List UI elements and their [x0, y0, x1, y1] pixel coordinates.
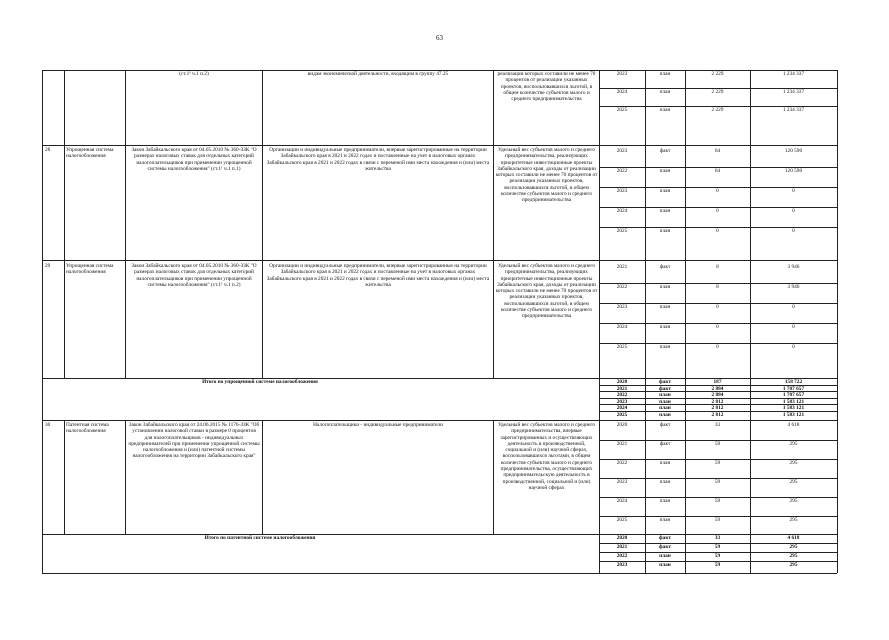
column-border — [125, 420, 126, 534]
type-cell: план — [659, 168, 671, 174]
type-cell: факт — [659, 535, 671, 541]
tax-system-cell: Упрощенная система налогообложения — [66, 147, 114, 160]
year-cell: 2021 — [616, 385, 628, 392]
row-number: 29 — [45, 263, 51, 269]
tax-system-cell: Патентная система налогообложения — [66, 422, 109, 435]
amount-cell: 1 583 121 — [782, 405, 805, 412]
amount-cell: 4 618 — [787, 535, 800, 541]
type-cell: план — [659, 208, 671, 214]
type-cell: план — [659, 517, 671, 523]
type-cell: план — [659, 304, 671, 310]
year-cell: 2025 — [616, 517, 628, 523]
year-cell: 2024 — [616, 405, 628, 412]
year-cell: 2023 — [616, 398, 628, 405]
type-cell: факт — [659, 264, 671, 270]
amount-cell: 1 707 657 — [782, 385, 805, 392]
type-cell: факт — [659, 385, 671, 392]
type-cell: план — [659, 460, 671, 466]
column-border — [125, 70, 126, 378]
column-border — [64, 70, 65, 378]
amount-cell: 1 234 337 — [782, 89, 805, 95]
amount-cell: 0 — [792, 324, 795, 330]
amount-cell: 295 — [789, 553, 798, 559]
amount-cell: 295 — [789, 562, 798, 568]
row-number: 30 — [45, 422, 51, 428]
type-cell: план — [659, 228, 671, 234]
row-divider — [42, 145, 837, 146]
count-cell: 59 — [714, 544, 721, 550]
amount-cell: 1 234 337 — [782, 107, 805, 113]
year-cell: 2024 — [616, 324, 628, 330]
count-cell: 2 229 — [711, 71, 724, 77]
type-cell: план — [659, 284, 671, 290]
year-cell: 2025 — [616, 228, 628, 234]
year-cell: 2023 — [616, 562, 628, 568]
amount-cell: 3 946 — [787, 264, 800, 270]
year-cell: 2022 — [616, 284, 628, 290]
law-cell: Закон Забайкальского края от 04.05.2010 № 360-ЗЗК "О размерах налоговых ставок для отдельных категорий налогоплательщиков при применении упрощенной системы налогообложения" (ст.1¹ ч.1 п.2) — [131, 263, 257, 288]
count-cell: 2 884 — [711, 392, 724, 399]
payers-cell: Организации и индивидуальные предприниматели, впервые зарегистрированные на территории Забайкальского края в 2021 и 2022 годах и поставленные на учет в налоговых органах Забайкальского края в 2021 и 2022 годах в связи с переменой ими места нахождения и (или) места жительства — [266, 263, 490, 288]
column-border — [262, 70, 263, 378]
year-cell: 2024 — [616, 89, 628, 95]
amount-cell: 295 — [789, 498, 798, 504]
type-cell: факт — [659, 441, 671, 447]
year-cell: 2022 — [616, 460, 628, 466]
type-cell: план — [659, 324, 671, 330]
amount-cell: 1 583 121 — [782, 398, 805, 405]
year-cell: 2023 — [616, 71, 628, 77]
amount-cell: 0 — [792, 188, 795, 194]
type-cell: план — [659, 398, 671, 405]
indicator-cell: Удельный вес субъектов малого и среднего предпринимательства, впервые зарегистрированных и осуществляющих деятельность в производственной, социальной и (или) научной сферах, воспользовавшихся льготами, в общем количестве субъектов малого и среднего предпринимательства, осуществляющих предпринимательскую деятельность в производственной, социальной и (или) научной сферах — [497, 422, 596, 491]
amount-cell: 295 — [789, 479, 798, 485]
indicator-cell: Удельный вес субъектов малого и среднего предпринимательства, реализующих приоритетные инвестиционные проекты Забайкальского края, доходы от реализации которых составили не менее 70 процентов от реализации указанных проектов, воспользовавшихся льготой, в общем количестве субъектов малого и среднего предпринимательства — [495, 263, 598, 320]
type-cell: план — [659, 562, 671, 568]
count-cell: 59 — [714, 562, 721, 568]
year-cell: 2022 — [616, 168, 628, 174]
type-cell: план — [659, 498, 671, 504]
column-border — [493, 70, 494, 378]
year-cell: 2022 — [616, 392, 628, 399]
type-cell: план — [659, 405, 671, 412]
law-cell: Закон Забайкальского края от 24.06.2015 № 1176-ЗЗК "Об установлении налоговой ставки в размере 0 процентов для налогоплательщиков - индивидуальных предпринимателей при применении упрощенной системы налогообложения и (или) патентной системы налогообложения на территории Забайкальского края" — [128, 422, 260, 460]
count-cell: 64 — [714, 148, 721, 154]
count-cell: 2 812 — [711, 405, 724, 412]
total-usn-label: Итого по упрощенной системе налогообложения — [202, 379, 318, 385]
count-cell: 0 — [716, 228, 719, 234]
indicator-cell: реализации которых составили не менее 70 процентов от реализации указанных проектов, воспользовавшихся льготой, в общем количестве субъектов малого и среднего предпринимательства — [497, 71, 596, 103]
count-cell: 2 812 — [711, 398, 724, 405]
count-cell: 59 — [714, 441, 721, 447]
amount-cell: 0 — [792, 344, 795, 350]
type-cell: план — [659, 412, 671, 418]
year-cell: 2024 — [616, 498, 628, 504]
table-bottom-border — [42, 573, 837, 574]
law-cell: (ст.1¹ ч.1 п.2) — [179, 71, 209, 77]
year-cell: 2025 — [616, 412, 628, 418]
count-cell: 59 — [714, 517, 721, 523]
year-cell: 2020 — [616, 379, 628, 385]
column-border — [262, 420, 263, 534]
amount-cell: 1 234 337 — [782, 71, 805, 77]
count-cell: 33 — [714, 535, 721, 541]
amount-cell: 295 — [789, 517, 798, 523]
count-cell: 64 — [714, 168, 721, 174]
amount-cell: 120 590 — [784, 168, 803, 174]
count-cell: 0 — [716, 344, 719, 350]
type-cell: факт — [659, 148, 671, 154]
year-cell: 2025 — [616, 107, 628, 113]
row-divider — [42, 260, 837, 261]
count-cell: 2 229 — [711, 89, 724, 95]
row-divider — [42, 420, 837, 421]
column-border — [493, 420, 494, 534]
amount-cell: 0 — [792, 304, 795, 310]
count-cell: 8 — [716, 284, 719, 290]
count-cell: 0 — [716, 188, 719, 194]
count-cell: 2 812 — [711, 412, 724, 418]
year-cell: 2024 — [616, 208, 628, 214]
tax-system-cell: Упрощенная система налогообложения — [66, 263, 114, 276]
count-cell: 8 — [716, 264, 719, 270]
count-cell: 59 — [714, 479, 721, 485]
year-cell: 2021 — [616, 441, 628, 447]
year-cell: 2023 — [616, 148, 628, 154]
year-cell: 2023 — [616, 188, 628, 194]
year-cell: 2021 — [616, 544, 628, 550]
type-cell: факт — [659, 379, 671, 385]
amount-cell: 158 722 — [784, 379, 803, 385]
type-cell: план — [659, 344, 671, 350]
year-cell: 2020 — [616, 535, 628, 541]
year-cell: 2023 — [616, 479, 628, 485]
type-cell: факт — [659, 422, 671, 428]
amount-cell: 1 707 657 — [782, 392, 805, 399]
amount-cell: 295 — [789, 460, 798, 466]
count-cell: 2 229 — [711, 107, 724, 113]
year-cell: 2022 — [616, 553, 628, 559]
year-cell: 2020 — [616, 422, 628, 428]
count-cell: 59 — [714, 498, 721, 504]
payers-cell: видам экономической деятельности, входящим в группу 47.25 — [307, 71, 449, 77]
year-cell: 2025 — [616, 344, 628, 350]
law-cell: Закон Забайкальского края от 04.05.2010 № 360-ЗЗК "О размерах налоговых ставок для отдельных категорий налогоплательщиков при применении упрощенной системы налогообложения" (ст.1¹ ч.1 п.1) — [131, 147, 257, 172]
type-cell: план — [659, 107, 671, 113]
count-cell: 2 884 — [711, 385, 724, 392]
indicator-cell: Удельный вес субъектов малого и среднего предпринимательства, реализующих приоритетные инвестиционные проекты Забайкальского края, доходы от реализации которых составили не менее 70 процентов от реализации указанных проектов, воспользовавшихся льготой, в общем количестве субъектов малого и среднего предпринимательства — [495, 147, 598, 204]
amount-cell: 0 — [792, 228, 795, 234]
amount-cell: 295 — [789, 544, 798, 550]
row-number: 28 — [45, 147, 51, 153]
count-cell: 0 — [716, 304, 719, 310]
type-cell: факт — [659, 544, 671, 550]
count-cell: 33 — [714, 422, 721, 428]
type-cell: план — [659, 479, 671, 485]
count-cell: 0 — [716, 208, 719, 214]
count-cell: 0 — [716, 324, 719, 330]
amount-cell: 3 946 — [787, 284, 800, 290]
type-cell: план — [659, 392, 671, 399]
type-cell: план — [659, 188, 671, 194]
amount-cell: 0 — [792, 208, 795, 214]
type-cell: план — [659, 89, 671, 95]
total-psn-label: Итого по патентной системе налогообложения — [204, 535, 316, 541]
page-number: 63 — [436, 34, 443, 42]
type-cell: план — [659, 71, 671, 77]
column-border — [64, 420, 65, 534]
count-cell: 59 — [714, 553, 721, 559]
count-cell: 59 — [714, 460, 721, 466]
count-cell: 187 — [713, 379, 722, 385]
amount-cell: 1 583 121 — [782, 412, 805, 418]
payers-cell: Организации и индивидуальные предприниматели, впервые зарегистрированные на территории Забайкальского края в 2021 и 2022 годах и поставленные на учет в налоговых органах Забайкальского края в 2021 и 2022 годах в связи с переменой ими места нахождения и (или) места жительства — [266, 147, 490, 172]
year-cell: 2021 — [616, 264, 628, 270]
type-cell: план — [659, 553, 671, 559]
amount-cell: 295 — [789, 441, 798, 447]
column-border — [42, 70, 43, 573]
year-cell: 2023 — [616, 304, 628, 310]
amount-cell: 4 618 — [787, 422, 800, 428]
payers-cell: Налогоплательщики - индивидуальные предприниматели — [313, 422, 443, 428]
table-right-border — [837, 70, 838, 573]
amount-cell: 120 590 — [784, 148, 803, 154]
